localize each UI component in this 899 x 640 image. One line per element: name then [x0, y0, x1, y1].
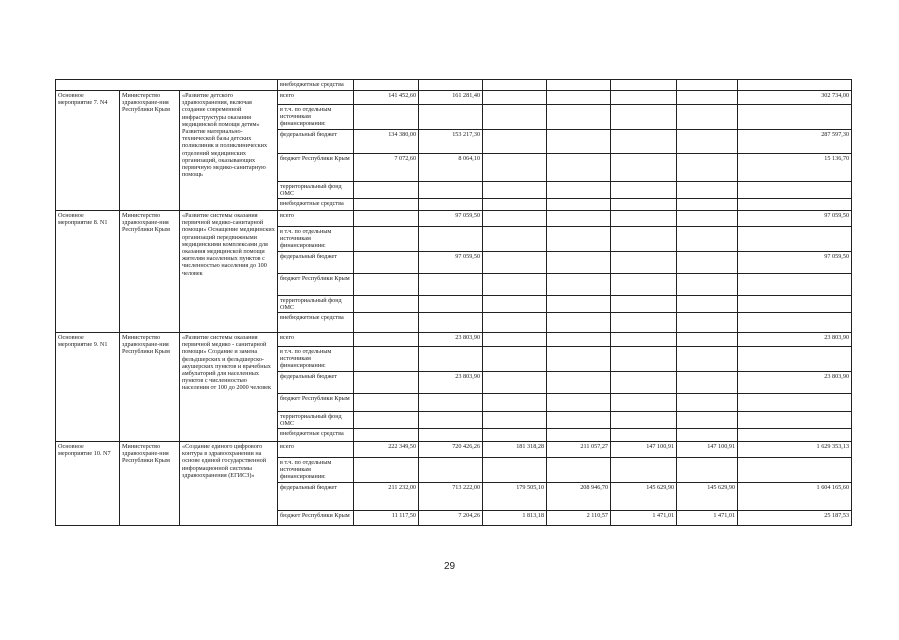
- value-cell: [483, 181, 547, 198]
- value-cell: [547, 227, 611, 252]
- value-cell: [483, 347, 547, 372]
- value-cell: [677, 199, 738, 211]
- funding-source-cell: федеральный бюджет: [278, 482, 354, 510]
- value-cell: [611, 371, 677, 393]
- funding-source-cell: всего: [278, 333, 354, 347]
- value-cell: [354, 333, 419, 347]
- value-cell: [354, 347, 419, 372]
- value-cell: [483, 393, 547, 411]
- value-cell: [547, 429, 611, 442]
- value-cell: [611, 429, 677, 442]
- value-cell: [483, 199, 547, 211]
- value-cell: 23 803,90: [419, 371, 483, 393]
- value-cell: [483, 273, 547, 295]
- event-cell: Основное мероприятие 8. N1: [56, 211, 120, 333]
- value-cell: [677, 91, 738, 105]
- value-cell: [677, 333, 738, 347]
- value-cell: [677, 211, 738, 227]
- event-cell: Основное мероприятие 7. N4: [56, 91, 120, 211]
- value-cell: [611, 333, 677, 347]
- funding-source-cell: всего: [278, 91, 354, 105]
- value-cell: [419, 393, 483, 411]
- value-cell: [738, 273, 852, 295]
- value-cell: [738, 411, 852, 428]
- value-cell: [419, 313, 483, 333]
- value-cell: [419, 105, 483, 130]
- value-cell: [677, 227, 738, 252]
- value-cell: [354, 181, 419, 198]
- value-cell: [547, 458, 611, 483]
- value-cell: 145 629,90: [611, 482, 677, 510]
- funding-source-cell: бюджет Республики Крым: [278, 273, 354, 295]
- value-cell: [419, 273, 483, 295]
- value-cell: 713 222,00: [419, 482, 483, 510]
- value-cell: [354, 313, 419, 333]
- funding-source-cell: бюджет Республики Крым: [278, 393, 354, 411]
- value-cell: [611, 458, 677, 483]
- value-cell: [738, 429, 852, 442]
- value-cell: [483, 295, 547, 312]
- value-cell: 302 734,00: [738, 91, 852, 105]
- value-cell: [611, 105, 677, 130]
- value-cell: [677, 371, 738, 393]
- funding-source-cell: всего: [278, 442, 354, 458]
- value-cell: [547, 393, 611, 411]
- table-row: [56, 80, 852, 91]
- funding-source-cell: в т.ч. по отдельным источникам финансирования:: [278, 227, 354, 252]
- table-row: [56, 442, 852, 458]
- value-cell: [483, 153, 547, 181]
- value-cell: 97 059,50: [738, 211, 852, 227]
- funding-source-cell: внебюджетные средства: [278, 80, 354, 91]
- budget-table: [55, 79, 852, 526]
- value-cell: [419, 181, 483, 198]
- value-cell: [483, 371, 547, 393]
- value-cell: [547, 129, 611, 153]
- value-cell: [483, 313, 547, 333]
- value-cell: [738, 199, 852, 211]
- value-cell: [419, 227, 483, 252]
- value-cell: [419, 429, 483, 442]
- value-cell: [677, 273, 738, 295]
- value-cell: [738, 80, 852, 91]
- funding-source-cell: бюджет Республики Крым: [278, 510, 354, 525]
- value-cell: [547, 181, 611, 198]
- value-cell: [354, 199, 419, 211]
- funding-source-cell: территориальный фонд ОМС: [278, 411, 354, 428]
- value-cell: [738, 347, 852, 372]
- table-row: [56, 91, 852, 105]
- event-cell: Основное мероприятие 9. N1: [56, 333, 120, 442]
- event-cell: Основное мероприятие 10. N7: [56, 442, 120, 526]
- table-row: [56, 211, 852, 227]
- value-cell: [677, 181, 738, 198]
- value-cell: [738, 227, 852, 252]
- value-cell: 7 072,60: [354, 153, 419, 181]
- value-cell: [547, 333, 611, 347]
- value-cell: 287 597,30: [738, 129, 852, 153]
- value-cell: 7 204,26: [419, 510, 483, 525]
- value-cell: 97 059,50: [419, 211, 483, 227]
- empty-cell: [56, 80, 278, 91]
- value-cell: [677, 251, 738, 273]
- value-cell: [611, 251, 677, 273]
- value-cell: [738, 393, 852, 411]
- value-cell: [354, 80, 419, 91]
- value-cell: 97 059,50: [738, 251, 852, 273]
- value-cell: [677, 153, 738, 181]
- executor-cell: Министерство здравоохране-ния Республики Крым: [120, 442, 180, 526]
- value-cell: [483, 429, 547, 442]
- value-cell: [354, 273, 419, 295]
- value-cell: [738, 313, 852, 333]
- value-cell: [611, 273, 677, 295]
- value-cell: [738, 295, 852, 312]
- funding-source-cell: федеральный бюджет: [278, 371, 354, 393]
- value-cell: [611, 313, 677, 333]
- value-cell: [611, 153, 677, 181]
- value-cell: [483, 80, 547, 91]
- value-cell: [419, 458, 483, 483]
- value-cell: [419, 295, 483, 312]
- value-cell: 145 629,90: [677, 482, 738, 510]
- value-cell: [611, 91, 677, 105]
- executor-cell: Министерство здравоохране-ния Республики Крым: [120, 333, 180, 442]
- funding-source-cell: в т.ч. по отдельным источникам финансирования:: [278, 105, 354, 130]
- value-cell: [483, 227, 547, 252]
- funding-source-cell: федеральный бюджет: [278, 251, 354, 273]
- funding-source-cell: бюджет Республики Крым: [278, 153, 354, 181]
- value-cell: [354, 411, 419, 428]
- value-cell: [483, 129, 547, 153]
- value-cell: [419, 80, 483, 91]
- value-cell: 23 803,90: [419, 333, 483, 347]
- value-cell: 23 803,90: [738, 371, 852, 393]
- value-cell: [483, 91, 547, 105]
- value-cell: [677, 105, 738, 130]
- value-cell: 211 057,27: [547, 442, 611, 458]
- value-cell: [611, 411, 677, 428]
- value-cell: [419, 347, 483, 372]
- value-cell: [547, 313, 611, 333]
- description-cell: «Развитие детского здравоохранения, включая создание современной инфраструктуры оказания медицинской помощи детям» Развитие материально-технической базы детских поликлиник и поликлинических отделений медицинских организаций, оказывающих первичную медико-санитарную помощь: [180, 91, 278, 211]
- value-cell: [547, 371, 611, 393]
- value-cell: [677, 80, 738, 91]
- value-cell: [354, 458, 419, 483]
- value-cell: [547, 105, 611, 130]
- description-cell: «Развитие системы оказания первичной медико-санитарной помощи» Оснащение медицинских организаций передвижными медицинскими комплексами для оказания медицинской помощи жителям населенных пунктов с численностью населения до 100 человек: [180, 211, 278, 333]
- funding-source-cell: внебюджетные средства: [278, 429, 354, 442]
- value-cell: [547, 347, 611, 372]
- value-cell: [677, 129, 738, 153]
- value-cell: 1 813,18: [483, 510, 547, 525]
- value-cell: [547, 273, 611, 295]
- value-cell: [677, 393, 738, 411]
- executor-cell: Министерство здравоохране-ния Республики Крым: [120, 211, 180, 333]
- value-cell: 15 136,70: [738, 153, 852, 181]
- value-cell: [419, 199, 483, 211]
- value-cell: [354, 429, 419, 442]
- value-cell: [483, 333, 547, 347]
- value-cell: [354, 227, 419, 252]
- value-cell: 1 604 165,60: [738, 482, 852, 510]
- value-cell: [547, 211, 611, 227]
- value-cell: 181 318,28: [483, 442, 547, 458]
- value-cell: 1 471,01: [611, 510, 677, 525]
- funding-source-cell: внебюджетные средства: [278, 199, 354, 211]
- value-cell: 179 505,10: [483, 482, 547, 510]
- value-cell: [611, 129, 677, 153]
- value-cell: 153 217,30: [419, 129, 483, 153]
- value-cell: [611, 181, 677, 198]
- value-cell: [677, 347, 738, 372]
- value-cell: [354, 105, 419, 130]
- value-cell: 720 426,26: [419, 442, 483, 458]
- value-cell: [483, 251, 547, 273]
- value-cell: 161 281,40: [419, 91, 483, 105]
- value-cell: [547, 80, 611, 91]
- funding-source-cell: территориальный фонд ОМС: [278, 181, 354, 198]
- value-cell: [483, 211, 547, 227]
- value-cell: [738, 458, 852, 483]
- value-cell: [483, 411, 547, 428]
- value-cell: 8 064,10: [419, 153, 483, 181]
- value-cell: [738, 181, 852, 198]
- funding-source-cell: территориальный фонд ОМС: [278, 295, 354, 312]
- value-cell: 97 059,50: [419, 251, 483, 273]
- value-cell: [354, 393, 419, 411]
- value-cell: [611, 295, 677, 312]
- funding-source-cell: федеральный бюджет: [278, 129, 354, 153]
- value-cell: [611, 393, 677, 411]
- value-cell: 147 100,91: [611, 442, 677, 458]
- description-cell: «Развитие системы оказания первичной медико - санитарной помощи» Создание и замена фельдшерских и фельдшерско-акушерских пунктов и врачебных амбулаторий для населенных пунктов с численностью населения от 100 до 2000 человек: [180, 333, 278, 442]
- value-cell: 2 110,57: [547, 510, 611, 525]
- value-cell: 222 349,50: [354, 442, 419, 458]
- value-cell: [677, 295, 738, 312]
- value-cell: [677, 411, 738, 428]
- value-cell: [677, 313, 738, 333]
- value-cell: 11 117,50: [354, 510, 419, 525]
- value-cell: 134 380,00: [354, 129, 419, 153]
- value-cell: [611, 347, 677, 372]
- value-cell: 23 803,90: [738, 333, 852, 347]
- value-cell: [547, 199, 611, 211]
- funding-source-cell: всего: [278, 211, 354, 227]
- value-cell: [354, 211, 419, 227]
- value-cell: [611, 80, 677, 91]
- value-cell: [547, 251, 611, 273]
- value-cell: [354, 251, 419, 273]
- value-cell: 25 187,53: [738, 510, 852, 525]
- value-cell: [611, 227, 677, 252]
- value-cell: 211 232,00: [354, 482, 419, 510]
- value-cell: [483, 458, 547, 483]
- value-cell: [611, 211, 677, 227]
- funding-source-cell: внебюджетные средства: [278, 313, 354, 333]
- value-cell: [547, 411, 611, 428]
- funding-source-cell: в т.ч. по отдельным источникам финансирования:: [278, 347, 354, 372]
- value-cell: 1 471,01: [677, 510, 738, 525]
- funding-source-cell: в т.ч. по отдельным источникам финансирования:: [278, 458, 354, 483]
- value-cell: 1 629 353,13: [738, 442, 852, 458]
- value-cell: 208 946,70: [547, 482, 611, 510]
- description-cell: «Создание единого цифрового контура в здравоохранении на основе единой государственной информационной системы здравоохранения (ЕГИСЗ)»: [180, 442, 278, 526]
- value-cell: [677, 429, 738, 442]
- value-cell: [354, 295, 419, 312]
- page-number: 29: [443, 561, 456, 572]
- value-cell: 141 452,60: [354, 91, 419, 105]
- value-cell: 147 100,91: [677, 442, 738, 458]
- value-cell: [419, 411, 483, 428]
- value-cell: [611, 199, 677, 211]
- value-cell: [547, 295, 611, 312]
- executor-cell: Министерство здравоохране-ния Республики Крым: [120, 91, 180, 211]
- value-cell: [677, 458, 738, 483]
- value-cell: [483, 105, 547, 130]
- value-cell: [354, 371, 419, 393]
- value-cell: [547, 91, 611, 105]
- value-cell: [738, 105, 852, 130]
- value-cell: [547, 153, 611, 181]
- table-row: [56, 333, 852, 347]
